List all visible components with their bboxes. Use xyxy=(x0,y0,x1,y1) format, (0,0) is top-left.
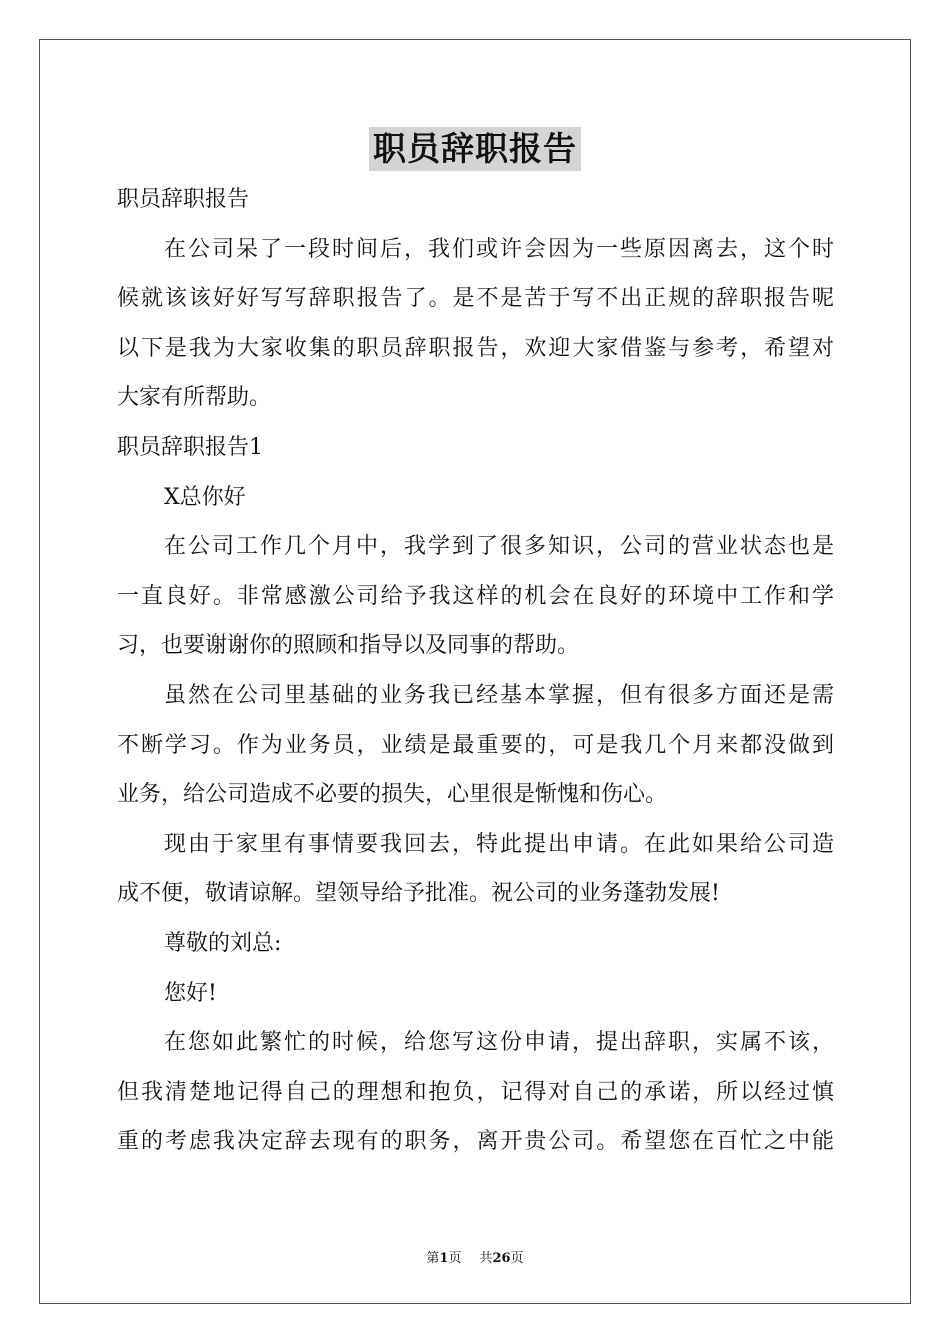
text-line: 业务，给公司造成不必要的损失，心里很是惭愧和伤心。 xyxy=(117,782,668,808)
title-wrap xyxy=(0,127,950,171)
total-pages-indicator: 共26页 xyxy=(479,1251,524,1266)
text-line: 职员辞职报告 xyxy=(117,187,250,212)
text-line: 在公司呆了一段时间后，我们或许会因为一些原因离去，这个时 xyxy=(164,236,834,262)
text-line: 候就该该好好写写辞职报告了。是不是苦于写不出正规的辞职报告呢 xyxy=(117,286,834,312)
text-line: 成不便，敬请谅解。望领导给予批准。祝公司的业务蓬勃发展! xyxy=(117,881,720,907)
text-line: 重的考虑我决定辞去现有的职务，离开贵公司。希望您在百忙之中能 xyxy=(117,1129,834,1155)
page-indicator: 第1页 xyxy=(426,1251,462,1266)
document-body xyxy=(117,175,834,1167)
text-line: 不断学习。作为业务员，业绩是最重要的，可是我几个月来都没做到 xyxy=(117,732,834,758)
text-line: 但我清楚地记得自己的理想和抱负，记得对自己的承诺，所以经过慎 xyxy=(117,1079,834,1105)
text-line: 您好! xyxy=(164,980,217,1006)
text-line: 尊敬的刘总: xyxy=(164,930,282,956)
text-line: 在您如此繁忙的时候，给您写这份申请，提出辞职，实属不该， xyxy=(164,1030,834,1056)
page-footer xyxy=(0,1247,950,1266)
text-line: 大家有所帮助。 xyxy=(117,385,272,411)
text-line: 在公司工作几个月中，我学到了很多知识，公司的营业状态也是 xyxy=(164,534,834,560)
text-line: X总你好 xyxy=(164,484,246,510)
text-line: 以下是我为大家收集的职员辞职报告，欢迎大家借鉴与参考，希望对 xyxy=(117,335,834,361)
text-line: 现由于家里有事情要我回去，特此提出申请。在此如果给公司造 xyxy=(164,831,834,857)
text-line: 习，也要谢谢你的照顾和指导以及同事的帮助。 xyxy=(117,633,580,659)
document-title: 职员辞职报告 xyxy=(369,127,581,171)
text-line: 虽然在公司里基础的业务我已经基本掌握，但有很多方面还是需 xyxy=(164,682,834,708)
text-line: 一直良好。非常感激公司给予我这样的机会在良好的环境中工作和学 xyxy=(117,583,834,609)
text-line: 职员辞职报告1 xyxy=(117,434,263,460)
